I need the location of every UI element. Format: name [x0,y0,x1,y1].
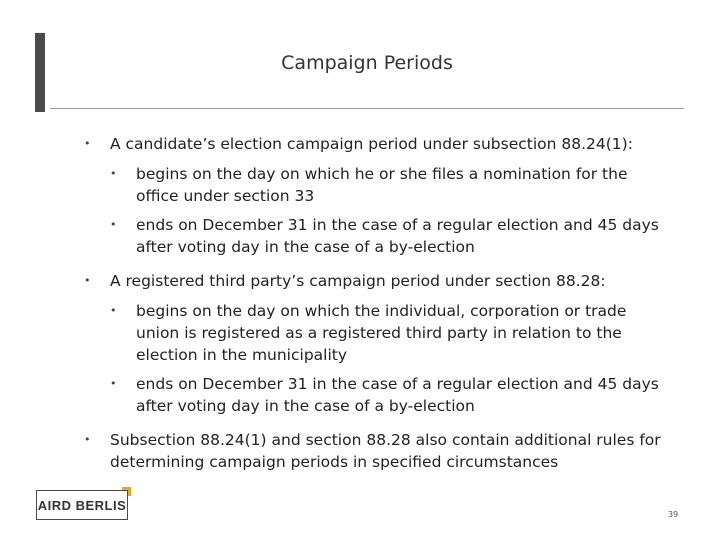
title-divider [50,108,684,109]
sub-bullet-text: begins on the day on which he or she files a nomination for the office under section 33 [136,165,628,205]
sub-bullets-candidate [84,163,674,258]
bullet-additional-rules [84,429,674,473]
bullet-text: A candidate’s election campaign period under subsection 88.24(1): [110,135,633,153]
bullet-text: Subsection 88.24(1) and section 88.28 also contain additional rules for determining campaign periods in specified circumstances [110,431,661,471]
bullet-dot: • [110,304,117,317]
bullet-third-party-period [84,270,674,292]
aird-berlis-logo [36,490,128,520]
sub-bullet [110,163,674,207]
sub-bullet-text: ends on December 31 in the case of a regular election and 45 days after voting day in the case of a by-election [136,375,659,415]
logo-accent-corner [122,487,131,496]
bullet-dot: • [84,274,91,287]
sub-bullet [110,300,674,366]
bullet-text: A registered third party’s campaign period under section 88.28: [110,272,606,290]
slide-title: Campaign Periods [281,52,453,74]
bullet-dot: • [110,218,117,231]
slide-content [84,133,674,473]
sub-bullet-text: begins on the day on which the individual, corporation or trade union is registered as a registered third party in relation to the election in the municipality [136,302,627,364]
sub-bullet-text: ends on December 31 in the case of a regular election and 45 days after voting day in the case of a by-election [136,216,659,256]
bullet-dot: • [110,167,117,180]
title-accent-bar [35,33,45,112]
bullet-candidate-period [84,133,674,155]
sub-bullets-third-party [84,300,674,417]
bullet-dot: • [84,137,91,150]
logo-text: AIRD BERLIS [37,497,127,513]
bullet-dot: • [110,377,117,390]
sub-bullet [110,214,674,258]
sub-bullet [110,373,674,417]
bullet-dot: • [84,433,91,446]
page-number: 39 [668,510,679,519]
